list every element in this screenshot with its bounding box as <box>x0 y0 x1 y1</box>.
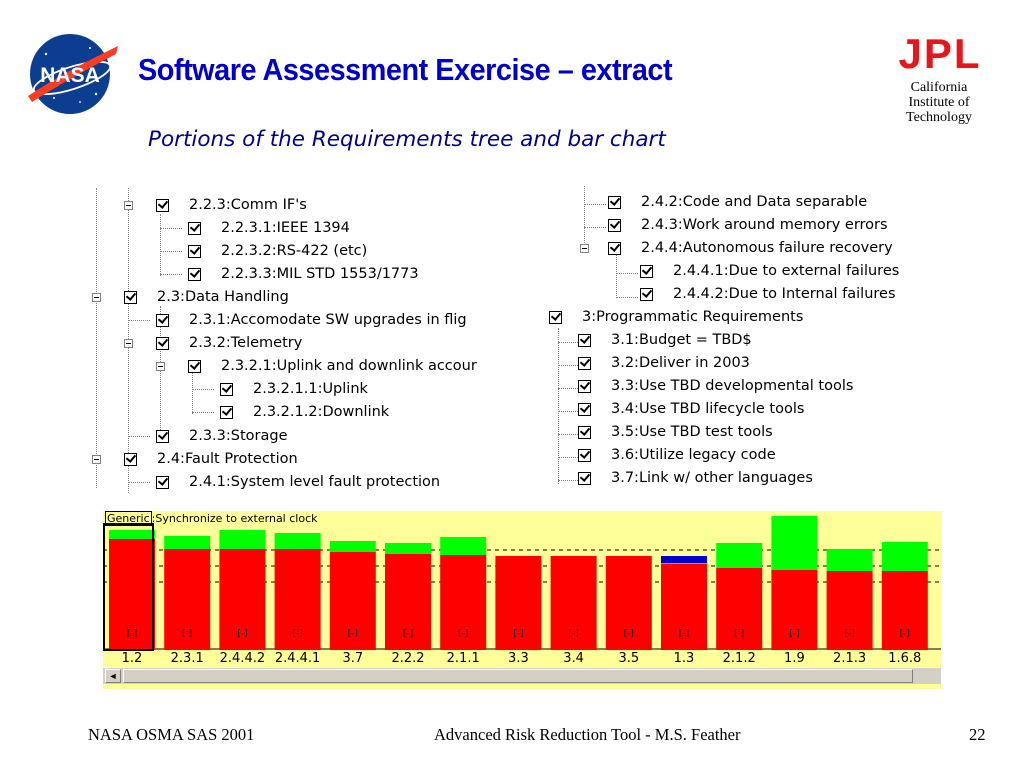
bar-expander-label: [-] <box>402 629 414 639</box>
bar-expander-label: [-] <box>347 629 358 639</box>
bar-expander-label: [-] <box>678 629 690 639</box>
checkbox-checked-icon[interactable] <box>156 314 169 327</box>
collapse-icon[interactable] <box>124 201 133 210</box>
x-tick-label: 3.3 <box>508 651 529 666</box>
collapse-icon[interactable] <box>156 362 165 371</box>
jpl-logo-text: JPL <box>898 34 982 72</box>
tree-node[interactable] <box>156 425 288 447</box>
tree-node[interactable] <box>156 194 307 216</box>
checkbox-checked-icon[interactable] <box>188 360 201 373</box>
checkbox-checked-icon[interactable] <box>188 245 201 258</box>
checkbox-checked-icon[interactable] <box>156 337 169 350</box>
bar-expander-label: [-] <box>844 629 855 639</box>
bar-segment-1.9 <box>771 516 817 570</box>
x-tick-label: 1.3 <box>673 651 695 666</box>
x-tick-label: 2.3.1 <box>170 651 204 666</box>
jpl-caption-line: Institute of <box>908 95 970 110</box>
tree-node[interactable] <box>578 444 776 466</box>
checkbox-checked-icon[interactable] <box>608 196 621 209</box>
tree-node-label: 2.2.3.2:RS-422 (etc) <box>221 243 368 259</box>
jpl-caption-line: Technology <box>906 110 972 125</box>
scrollbar-thumb[interactable] <box>123 669 913 683</box>
tree-node-label: 2.3:Data Handling <box>157 289 289 305</box>
tree-node-label: 3:Programmatic Requirements <box>582 309 804 325</box>
tree-node-label: 3.7:Link w/ other languages <box>611 470 813 486</box>
tree-node[interactable] <box>220 378 368 400</box>
bar-segment-2.1.2 <box>716 543 762 568</box>
horizontal-scrollbar[interactable] <box>103 667 941 684</box>
bar-expander-label: [-] <box>513 629 524 639</box>
tree-node[interactable] <box>578 421 773 443</box>
bar-segment-2.4.4.1 <box>275 533 321 549</box>
tree-node-label: 3.6:Utilize legacy code <box>611 447 776 463</box>
tree-node[interactable] <box>640 260 899 282</box>
tree-node[interactable] <box>124 286 289 308</box>
tree-node[interactable] <box>608 237 893 259</box>
footer-center: Advanced Risk Reduction Tool - M.S. Feather <box>434 725 741 744</box>
tree-node-label: 2.2.3.1:IEEE 1394 <box>221 220 350 236</box>
bar-segment-2.1.3 <box>827 549 873 571</box>
tree-node-label: 2.3.3:Storage <box>189 428 288 444</box>
bar-chart-plot <box>103 511 941 667</box>
x-tick-label: 2.2.2 <box>391 651 425 666</box>
collapse-icon[interactable] <box>124 339 133 348</box>
bar-expander-label: [-] <box>292 629 303 639</box>
footer-page-number: 22 <box>969 725 986 744</box>
tree-node-label: 3.3:Use TBD developmental tools <box>611 378 854 394</box>
checkbox-checked-icon[interactable] <box>188 222 201 235</box>
checkbox-checked-icon[interactable] <box>220 406 233 419</box>
tree-node-label: 2.4.3:Work around memory errors <box>641 217 888 233</box>
tree-node[interactable] <box>124 448 298 470</box>
bar-segment-1.2 <box>109 530 155 539</box>
bar-segment-2.2.2 <box>385 543 431 554</box>
tree-node[interactable] <box>188 217 350 239</box>
risk-bar-chart[interactable] <box>103 511 941 689</box>
tree-node-label: 2.4.1:System level fault protection <box>189 474 441 490</box>
bar-expander-label: [-] <box>237 629 248 639</box>
x-tick-label: 1.6.8 <box>888 651 922 666</box>
bar-expander-label: [-] <box>458 629 469 639</box>
tree-node-label: 2.2.3.3:MIL STD 1553/1773 <box>221 266 419 282</box>
tree-node-label: 2.4:Fault Protection <box>157 451 298 467</box>
collapse-icon[interactable] <box>580 244 589 253</box>
x-tick-label: 3.7 <box>342 651 364 666</box>
tree-node[interactable] <box>640 283 896 305</box>
requirements-tree-left[interactable] <box>88 188 513 493</box>
scroll-left-arrow-icon[interactable]: ◄ <box>105 669 121 683</box>
chart-title <box>105 512 318 525</box>
tree-node-label: 2.4.4:Autonomous failure recovery <box>641 240 893 256</box>
tree-node-label: 3.2:Deliver in 2003 <box>611 355 750 371</box>
checkbox-checked-icon[interactable] <box>640 265 653 278</box>
x-tick-label: 1.9 <box>784 651 805 666</box>
bar-expander-label: [-] <box>568 629 579 639</box>
slide-subtitle: Portions of the Requirements tree and bar chart <box>148 127 666 152</box>
checkbox-checked-icon[interactable] <box>156 430 169 443</box>
chart-title-selected[interactable]: Generic <box>107 512 150 525</box>
tree-node[interactable] <box>188 355 477 377</box>
bar-segment-1.3 <box>661 556 707 563</box>
tree-node-label: 2.3.2.1.1:Uplink <box>253 381 368 397</box>
tree-node-label: 2.4.4.1:Due to external failures <box>673 263 900 279</box>
x-tick-label: 3.5 <box>618 651 640 666</box>
bar-expander-label: [-] <box>623 629 634 639</box>
checkbox-checked-icon[interactable] <box>578 334 591 347</box>
checkbox-checked-icon[interactable] <box>156 476 169 489</box>
checkbox-checked-icon[interactable] <box>608 242 621 255</box>
bar-segment-2.4.4.2 <box>219 530 265 549</box>
checkbox-checked-icon[interactable] <box>124 453 137 466</box>
checkbox-checked-icon[interactable] <box>578 449 591 462</box>
x-tick-label: 3.4 <box>563 651 584 666</box>
nasa-logo-text: NASA <box>40 64 100 87</box>
checkbox-checked-icon[interactable] <box>578 426 591 439</box>
tree-node-label: 3.1:Budget = TBD$ <box>611 332 752 348</box>
checkbox-checked-icon[interactable] <box>220 383 233 396</box>
tree-node-label: 3.4:Use TBD lifecycle tools <box>611 401 805 417</box>
tree-node[interactable] <box>578 352 750 374</box>
tree-node-label: 2.4.4.2:Due to Internal failures <box>673 286 896 302</box>
checkbox-checked-icon[interactable] <box>156 199 169 212</box>
tree-node-label: 3.5:Use TBD test tools <box>611 424 773 440</box>
jpl-logo <box>888 34 992 72</box>
x-tick-label: 2.1.2 <box>722 651 756 666</box>
checkbox-checked-icon[interactable] <box>578 357 591 370</box>
bar-expander-label: [-] <box>789 629 800 639</box>
checkbox-checked-icon[interactable] <box>640 288 653 301</box>
bar-segment-1.6.8 <box>882 542 928 571</box>
checkbox-checked-icon[interactable] <box>124 291 137 304</box>
requirements-tree-right[interactable] <box>543 186 943 489</box>
tree-node-label: 2.3.2:Telemetry <box>189 335 303 351</box>
bar-expander-label: [-] <box>899 629 910 639</box>
nasa-logo <box>24 32 120 116</box>
bar-expander-label: [-] <box>182 629 193 639</box>
x-tick-label: 2.1.1 <box>446 651 480 666</box>
tree-node[interactable] <box>578 329 752 351</box>
tree-node-label: 2.2.3:Comm IF's <box>189 197 307 213</box>
x-tick-label: 2.4.4.2 <box>219 651 266 666</box>
collapse-icon[interactable] <box>92 293 101 302</box>
tree-node[interactable] <box>578 375 853 397</box>
slide-title: Software Assessment Exercise – extract <box>138 52 673 87</box>
bar-expander-label: [-] <box>734 629 745 639</box>
checkbox-checked-icon[interactable] <box>549 311 562 324</box>
collapse-icon[interactable] <box>92 455 101 464</box>
checkbox-checked-icon[interactable] <box>578 403 591 416</box>
tree-node[interactable] <box>608 191 867 213</box>
tree-node[interactable] <box>156 309 467 331</box>
jpl-caption <box>886 80 992 125</box>
tree-node[interactable] <box>188 263 419 285</box>
bar-segment-1.3 <box>661 563 707 564</box>
chart-title-text: :Synchronize to external clock <box>151 512 318 525</box>
tree-node-label: 2.3.2.1.2:Downlink <box>253 404 390 420</box>
tree-node-label: 2.3.1:Accomodate SW upgrades in flig <box>189 312 467 328</box>
x-tick-label: 1.2 <box>121 651 143 666</box>
tree-node[interactable] <box>578 398 804 420</box>
checkbox-checked-icon[interactable] <box>578 472 591 485</box>
bar-segment-2.3.1 <box>164 536 210 549</box>
jpl-caption-line: California <box>910 80 968 95</box>
bar-segment-3.7 <box>330 541 376 552</box>
tree-node[interactable] <box>156 332 302 354</box>
tree-node-label: 2.3.2.1:Uplink and downlink accour <box>221 358 477 374</box>
x-tick-label: 2.4.4.1 <box>274 651 321 666</box>
bar-segment-2.1.1 <box>440 537 486 555</box>
tree-node[interactable] <box>608 214 888 236</box>
tree-node[interactable] <box>220 401 389 423</box>
checkbox-checked-icon[interactable] <box>578 380 591 393</box>
tree-node-label: 2.4.2:Code and Data separable <box>641 194 868 210</box>
checkbox-checked-icon[interactable] <box>188 268 201 281</box>
tree-node[interactable] <box>156 471 440 493</box>
tree-node[interactable] <box>549 306 803 328</box>
tree-node[interactable] <box>188 240 367 262</box>
footer-left: NASA OSMA SAS 2001 <box>88 725 255 744</box>
tree-node[interactable] <box>578 467 813 489</box>
bar-expander-label: [-] <box>126 629 138 639</box>
x-tick-label: 2.1.3 <box>833 651 867 666</box>
checkbox-checked-icon[interactable] <box>608 219 621 232</box>
